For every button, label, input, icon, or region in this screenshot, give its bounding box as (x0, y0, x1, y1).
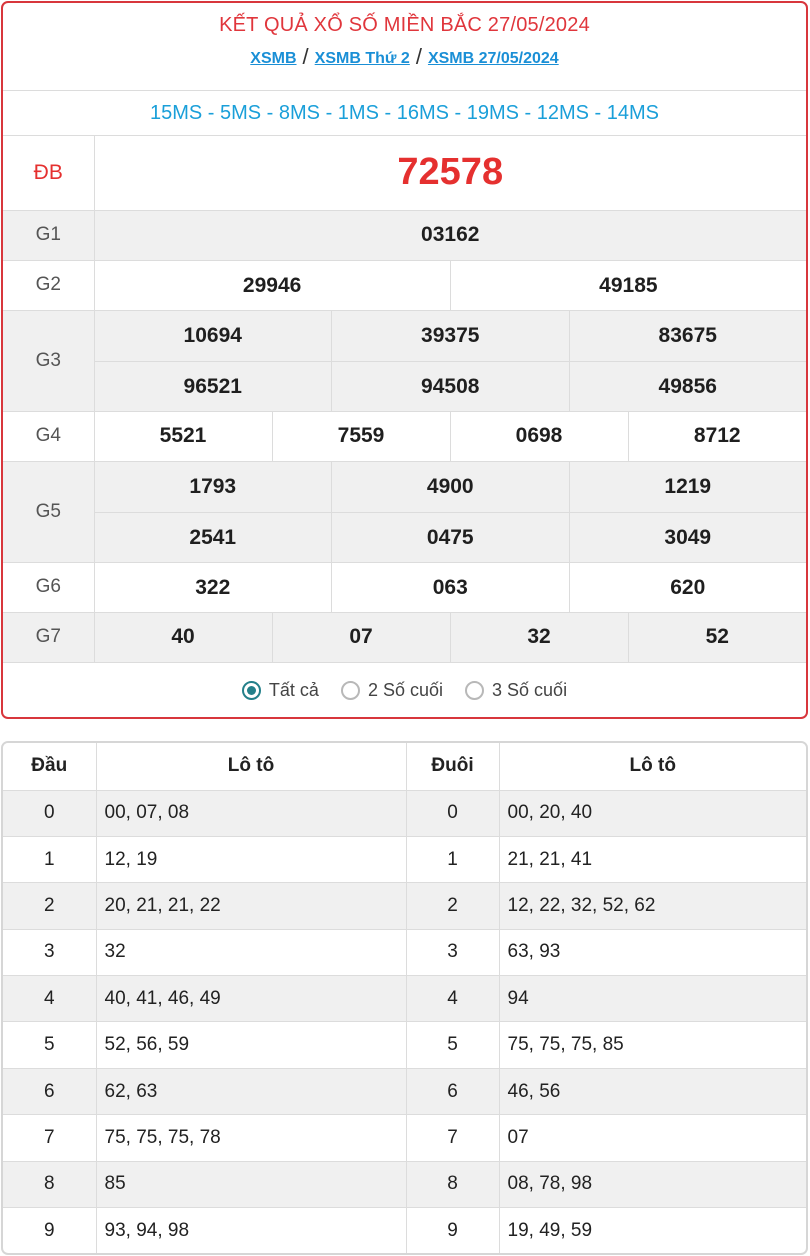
prize-number: 063 (331, 563, 569, 612)
table-row (3, 836, 806, 882)
prize-label: G7 (3, 612, 94, 662)
prize-number: 32 (450, 612, 628, 662)
table-row (3, 883, 806, 929)
tail-digit: 2 (406, 883, 499, 929)
loto-values: 62, 63 (96, 1068, 406, 1114)
breadcrumb-separator: / (415, 44, 422, 69)
prize-number: 620 (569, 563, 807, 612)
loto-header-row (3, 743, 806, 790)
prize-number: 3049 (570, 512, 807, 562)
prize-label: G1 (3, 210, 94, 260)
filter-option-last-3[interactable] (465, 680, 567, 701)
prize-row-g2 (3, 260, 806, 310)
prize-number: 4900 (426, 474, 474, 498)
loto-values: 07 (499, 1115, 806, 1161)
loto-values: 63, 93 (499, 929, 806, 975)
prize-number: 8712 (628, 411, 806, 461)
prize-number: 5521 (94, 411, 272, 461)
prize-number: 0698 (450, 411, 628, 461)
column-header-dau: Đầu (3, 743, 96, 790)
loto-values: 40, 41, 46, 49 (96, 976, 406, 1022)
prize-number: 2541 (95, 512, 332, 562)
prize-number: 1793 (189, 474, 237, 498)
loto-values: 52, 56, 59 (96, 1022, 406, 1068)
results-header (3, 3, 806, 91)
prize-number: 52 (628, 612, 806, 662)
head-digit: 7 (3, 1115, 96, 1161)
head-digit: 3 (3, 929, 96, 975)
breadcrumb-separator: / (302, 44, 309, 69)
table-row (3, 929, 806, 975)
head-digit: 6 (3, 1068, 96, 1114)
table-row (3, 1115, 806, 1161)
prize-number: 49856 (570, 361, 807, 411)
tail-digit: 7 (406, 1115, 499, 1161)
prize-label: G3 (3, 310, 94, 411)
prize-row-g6 (3, 562, 806, 612)
prize-row-db (3, 136, 806, 210)
filter-option-last-2[interactable] (341, 680, 443, 701)
loto-values: 94 (499, 976, 806, 1022)
column-header-duoi: Đuôi (406, 743, 499, 790)
tail-digit: 6 (406, 1068, 499, 1114)
prize-number: 07 (272, 612, 450, 662)
head-digit: 8 (3, 1161, 96, 1207)
table-row (3, 1068, 806, 1114)
prize-label: G5 (3, 461, 94, 562)
column-header-loto: Lô tô (96, 743, 406, 790)
prize-number: 29946 (242, 273, 302, 297)
prize-number: 49185 (450, 261, 806, 310)
prize-row-g1 (3, 210, 806, 260)
prize-number: 96521 (95, 361, 332, 411)
prize-number: 39375 (421, 323, 480, 347)
loto-values: 12, 19 (96, 836, 406, 882)
breadcrumb-link-xsmb[interactable]: XSMB (250, 50, 297, 67)
page-title: KẾT QUẢ XỔ SỐ MIỀN BẮC 27/05/2024 (219, 14, 590, 36)
digit-filter (3, 663, 806, 719)
prize-number: 1219 (664, 474, 712, 498)
prize-number: 94508 (332, 361, 569, 411)
prize-number: 10694 (183, 323, 242, 347)
head-digit: 1 (3, 836, 96, 882)
loto-values: 21, 21, 41 (499, 836, 806, 882)
loto-table (3, 743, 806, 1254)
head-digit: 9 (3, 1208, 96, 1254)
prize-number: 40 (94, 612, 272, 662)
loto-values: 93, 94, 98 (96, 1208, 406, 1254)
prize-row-g4 (3, 411, 806, 461)
head-digit: 0 (3, 790, 96, 836)
tail-digit: 4 (406, 976, 499, 1022)
results-table (3, 136, 806, 663)
breadcrumb-link-date[interactable]: XSMB 27/05/2024 (427, 50, 559, 67)
table-row (3, 1208, 806, 1254)
filter-label: 3 Số cuối (492, 680, 568, 700)
prize-label: G4 (3, 411, 94, 461)
filter-option-all[interactable] (242, 680, 319, 701)
prize-number: 0475 (332, 512, 569, 562)
tail-digit: 8 (406, 1161, 499, 1207)
prize-label: ĐB (3, 136, 94, 210)
tail-digit: 9 (406, 1208, 499, 1254)
head-digit: 2 (3, 883, 96, 929)
prize-number: 322 (195, 575, 231, 599)
results-card (1, 1, 808, 719)
breadcrumb-link-weekday[interactable]: XSMB Thứ 2 (314, 50, 410, 67)
table-row (3, 976, 806, 1022)
special-prize-number: 72578 (94, 136, 806, 210)
loto-values: 08, 78, 98 (499, 1161, 806, 1207)
prize-number: 7559 (272, 411, 450, 461)
prize-number: 83675 (658, 323, 717, 347)
ms-codes: 15MS - 5MS - 8MS - 1MS - 16MS - 19MS - 12MS - 14MS (3, 91, 806, 136)
radio-icon[interactable] (465, 681, 484, 700)
filter-label: Tất cả (268, 680, 319, 700)
loto-values: 19, 49, 59 (499, 1208, 806, 1254)
tail-digit: 0 (406, 790, 499, 836)
prize-label: G2 (3, 260, 94, 310)
loto-values: 00, 07, 08 (96, 790, 406, 836)
filter-label: 2 Số cuối (367, 680, 444, 700)
radio-selected-icon[interactable] (242, 681, 261, 700)
breadcrumb (3, 43, 806, 69)
table-row (3, 1161, 806, 1207)
radio-icon[interactable] (341, 681, 360, 700)
head-digit: 4 (3, 976, 96, 1022)
loto-values: 85 (96, 1161, 406, 1207)
loto-values: 00, 20, 40 (499, 790, 806, 836)
table-row (3, 790, 806, 836)
prize-row-g5 (3, 461, 806, 562)
loto-values: 75, 75, 75, 85 (499, 1022, 806, 1068)
head-digit: 5 (3, 1022, 96, 1068)
loto-values: 75, 75, 75, 78 (96, 1115, 406, 1161)
tail-digit: 1 (406, 836, 499, 882)
loto-values: 46, 56 (499, 1068, 806, 1114)
tail-digit: 5 (406, 1022, 499, 1068)
prize-row-g7 (3, 612, 806, 662)
loto-values: 20, 21, 21, 22 (96, 883, 406, 929)
prize-label: G6 (3, 562, 94, 612)
tail-digit: 3 (406, 929, 499, 975)
prize-number: 03162 (94, 210, 806, 260)
loto-values: 32 (96, 929, 406, 975)
loto-card (1, 741, 808, 1255)
table-row (3, 1022, 806, 1068)
column-header-loto: Lô tô (499, 743, 806, 790)
prize-row-g3 (3, 310, 806, 411)
loto-values: 12, 22, 32, 52, 62 (499, 883, 806, 929)
